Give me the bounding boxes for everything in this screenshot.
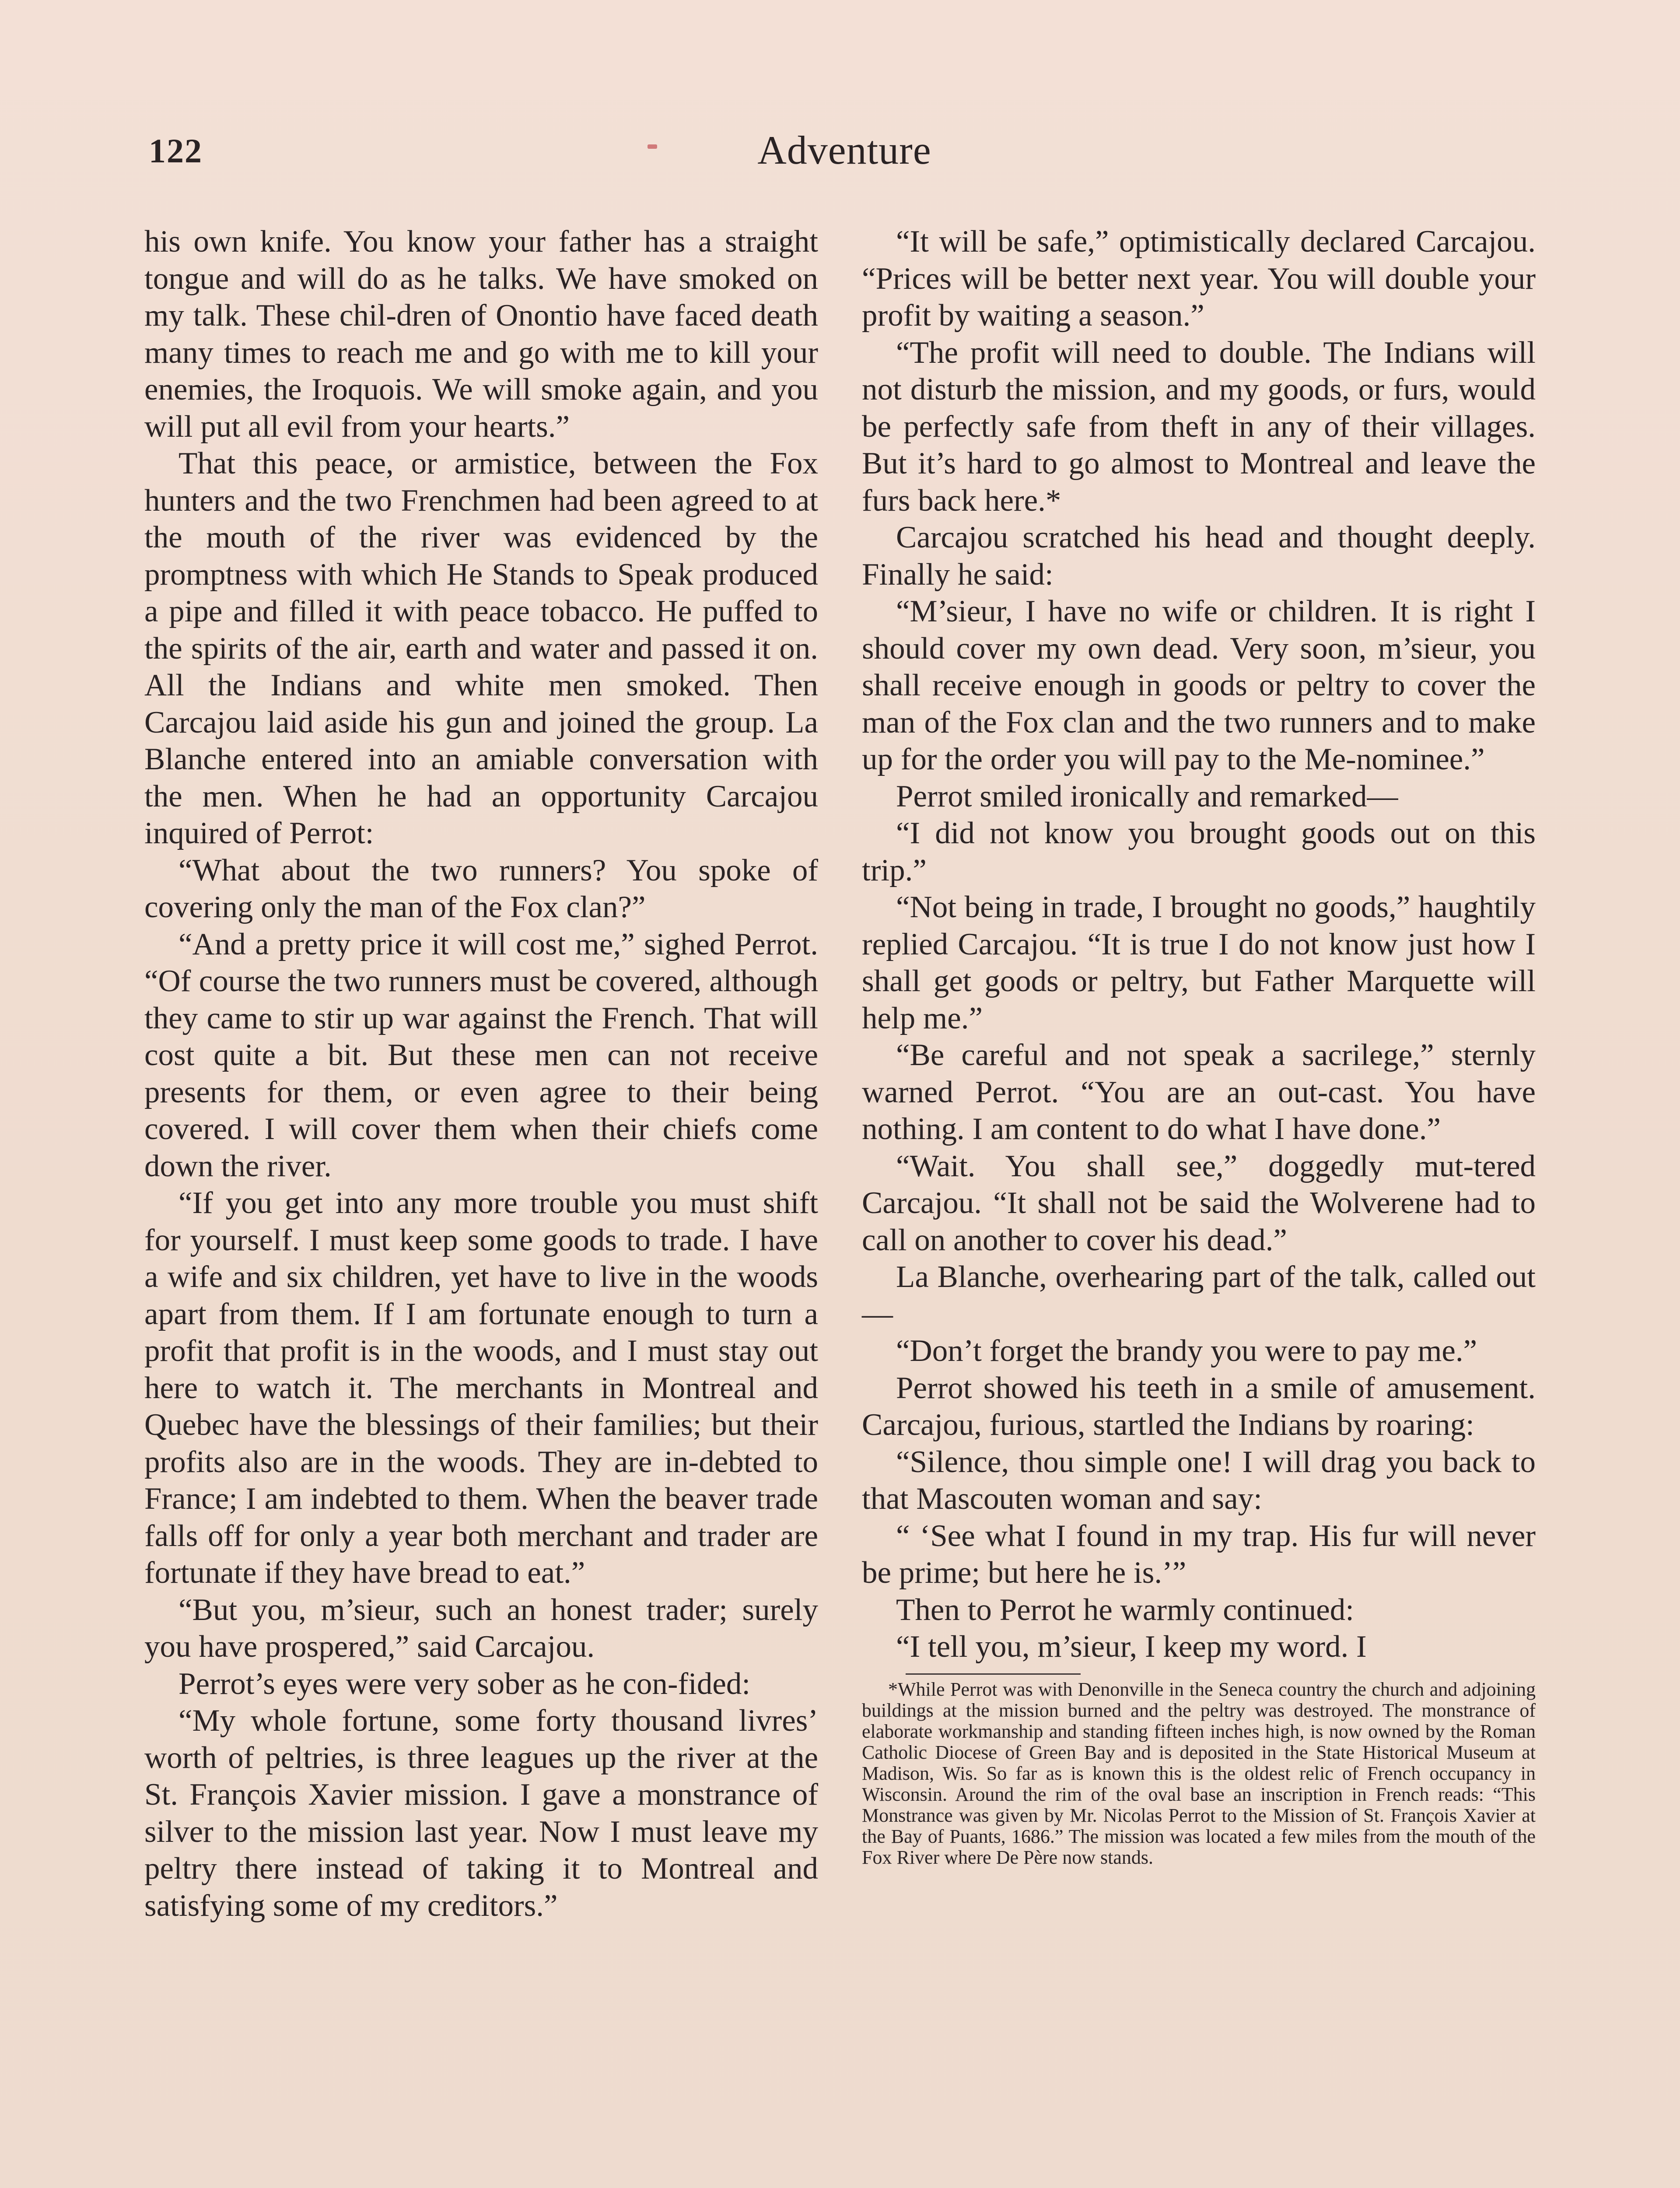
paragraph: “ ‘See what I found in my trap. His fur will never be prime; but here he is.’” bbox=[862, 1518, 1536, 1590]
paragraph: “The profit will need to double. The Indians will not disturb the mission, and my goods, or furs, would be perfectly safe from theft in any of their villages. But it’s hard to go almost to Montreal and leave the furs back here.* bbox=[862, 335, 1536, 518]
paragraph: “It will be safe,” optimistically declared Carcajou. “Prices will be better next year. You will double your profit by waiting a season.” bbox=[862, 224, 1536, 333]
paragraph: “But you, m’sieur, such an honest trader; surely you have prospered,” said Carcajou. bbox=[144, 1592, 818, 1664]
paragraph: Carcajou scratched his head and thought deeply. Finally he said: bbox=[862, 520, 1536, 592]
left-column bbox=[144, 223, 818, 1924]
page-header bbox=[149, 127, 1540, 188]
footnote-divider bbox=[906, 1673, 1081, 1675]
paragraph: “I did not know you brought goods out on this trip.” bbox=[862, 816, 1536, 887]
paragraph: “If you get into any more trouble you must shift for yourself. I must keep some goods to trade. I have a wife and six children, yet have to live in the woods apart from them. If I am fortunate enough to turn a profit that profit is in the woods, and I must stay out here to watch it. The merchants in Montreal and Quebec have the blessings of their families; but their profits also are in the woods. They are in-debted to France; I am indebted to them. When the beaver trade falls off for only a year both merchant and trader are fortunate if they have bread to eat.” bbox=[144, 1186, 818, 1590]
paragraph: “Don’t forget the brandy you were to pay me.” bbox=[896, 1334, 1477, 1368]
paragraph: “Not being in trade, I brought no goods,” haughtily replied Carcajou. “It is true I do not know just how I shall get goods or peltry, but Father Marquette will help me.” bbox=[862, 890, 1536, 1035]
paragraph: “Wait. You shall see,” doggedly mut-tered Carcajou. “It shall not be said the Wolverene had to call on another to cover his dead.” bbox=[862, 1149, 1536, 1257]
running-title: Adventure bbox=[757, 128, 931, 172]
paragraph: “And a pretty price it will cost me,” sighed Perrot. “Of course the two runners must be covered, although they came to stir up war against the French. That will cost quite a bit. But these men can not receive presents for them, or even agree to their being covered. I will cover them when their chiefs come down the river. bbox=[144, 927, 818, 1183]
paragraph: Perrot showed his teeth in a smile of amusement. Carcajou, furious, startled the Indians by roaring: bbox=[862, 1371, 1536, 1442]
paragraph: Perrot smiled ironically and remarked— bbox=[896, 779, 1398, 813]
paragraph: his own knife. You know your father has a straight tongue and will do as he talks. We have smoked on my talk. These chil-dren of Onontio have faced death many times to reach me and go with me to kill your enemies, the Iroquois. We will smoke again, and you will put all evil from your hearts.” bbox=[144, 224, 818, 444]
footnote: *While Perrot was with Denonville in the Seneca country the church and adjoining buildings at the mission burned and the peltry was destroyed. The monstrance of elaborate workmanship and standing fifteen inches high, is now owned by the Roman Catholic Diocese of Green Bay and is deposited in the State Historical Museum at Madison, Wis. So far as is known this is the oldest relic of French occupancy in Wisconsin. Around the rim of the oval base an inscription in French reads: “This Monstrance was given by Mr. Nicolas Perrot to the Mission of St. François Xavier at the Bay of Puants, 1686.” The mission was located a few miles from the mouth of the Fox River where De Père now stands. bbox=[862, 1678, 1536, 1868]
paragraph: “What about the two runners? You spoke of covering only the man of the Fox clan?” bbox=[144, 853, 818, 924]
paragraph: “M’sieur, I have no wife or children. It is right I should cover my own dead. Very soon, m’sieur, you shall receive enough in goods or peltry to cover the man of the Fox clan and the two runners and to make up for the order you will pay to the Me-nominee.” bbox=[862, 594, 1536, 776]
paragraph: That this peace, or armistice, between the Fox hunters and the two Frenchmen had been agreed to at the mouth of the river was evidenced by the promptness with which He Stands to Speak produced a pipe and filled it with peace tobacco. He puffed to the spirits of the air, earth and water and passed it on. All the Indians and white men smoked. Then Carcajou laid aside his gun and joined the group. La Blanche entered into an amiable conversation with the men. When he had an opportunity Carcajou inquired of Perrot: bbox=[144, 446, 818, 850]
paragraph: “Be careful and not speak a sacrilege,” sternly warned Perrot. “You are an out-cast. You have nothing. I am content to do what I have done.” bbox=[862, 1038, 1536, 1146]
paragraph: “Silence, thou simple one! I will drag you back to that Mascouten woman and say: bbox=[862, 1445, 1536, 1516]
paragraph: La Blanche, overhearing part of the talk, called out— bbox=[862, 1260, 1536, 1331]
header-ornament bbox=[648, 144, 657, 149]
paragraph: Then to Perrot he warmly continued: bbox=[896, 1592, 1354, 1627]
paragraph: “I tell you, m’sieur, I keep my word. I bbox=[896, 1630, 1367, 1664]
right-column bbox=[862, 223, 1536, 1868]
page-number: 122 bbox=[149, 132, 203, 170]
paragraph: “My whole fortune, some forty thousand livres’ worth of peltries, is three leagues up the river at the St. François Xavier mission. I gave a monstrance of silver to the mission last year. Now I must leave my peltry there instead of taking it to Montreal and satisfying some of my creditors.” bbox=[144, 1704, 818, 1923]
paragraph: Perrot’s eyes were very sober as he con-fided: bbox=[178, 1666, 751, 1701]
